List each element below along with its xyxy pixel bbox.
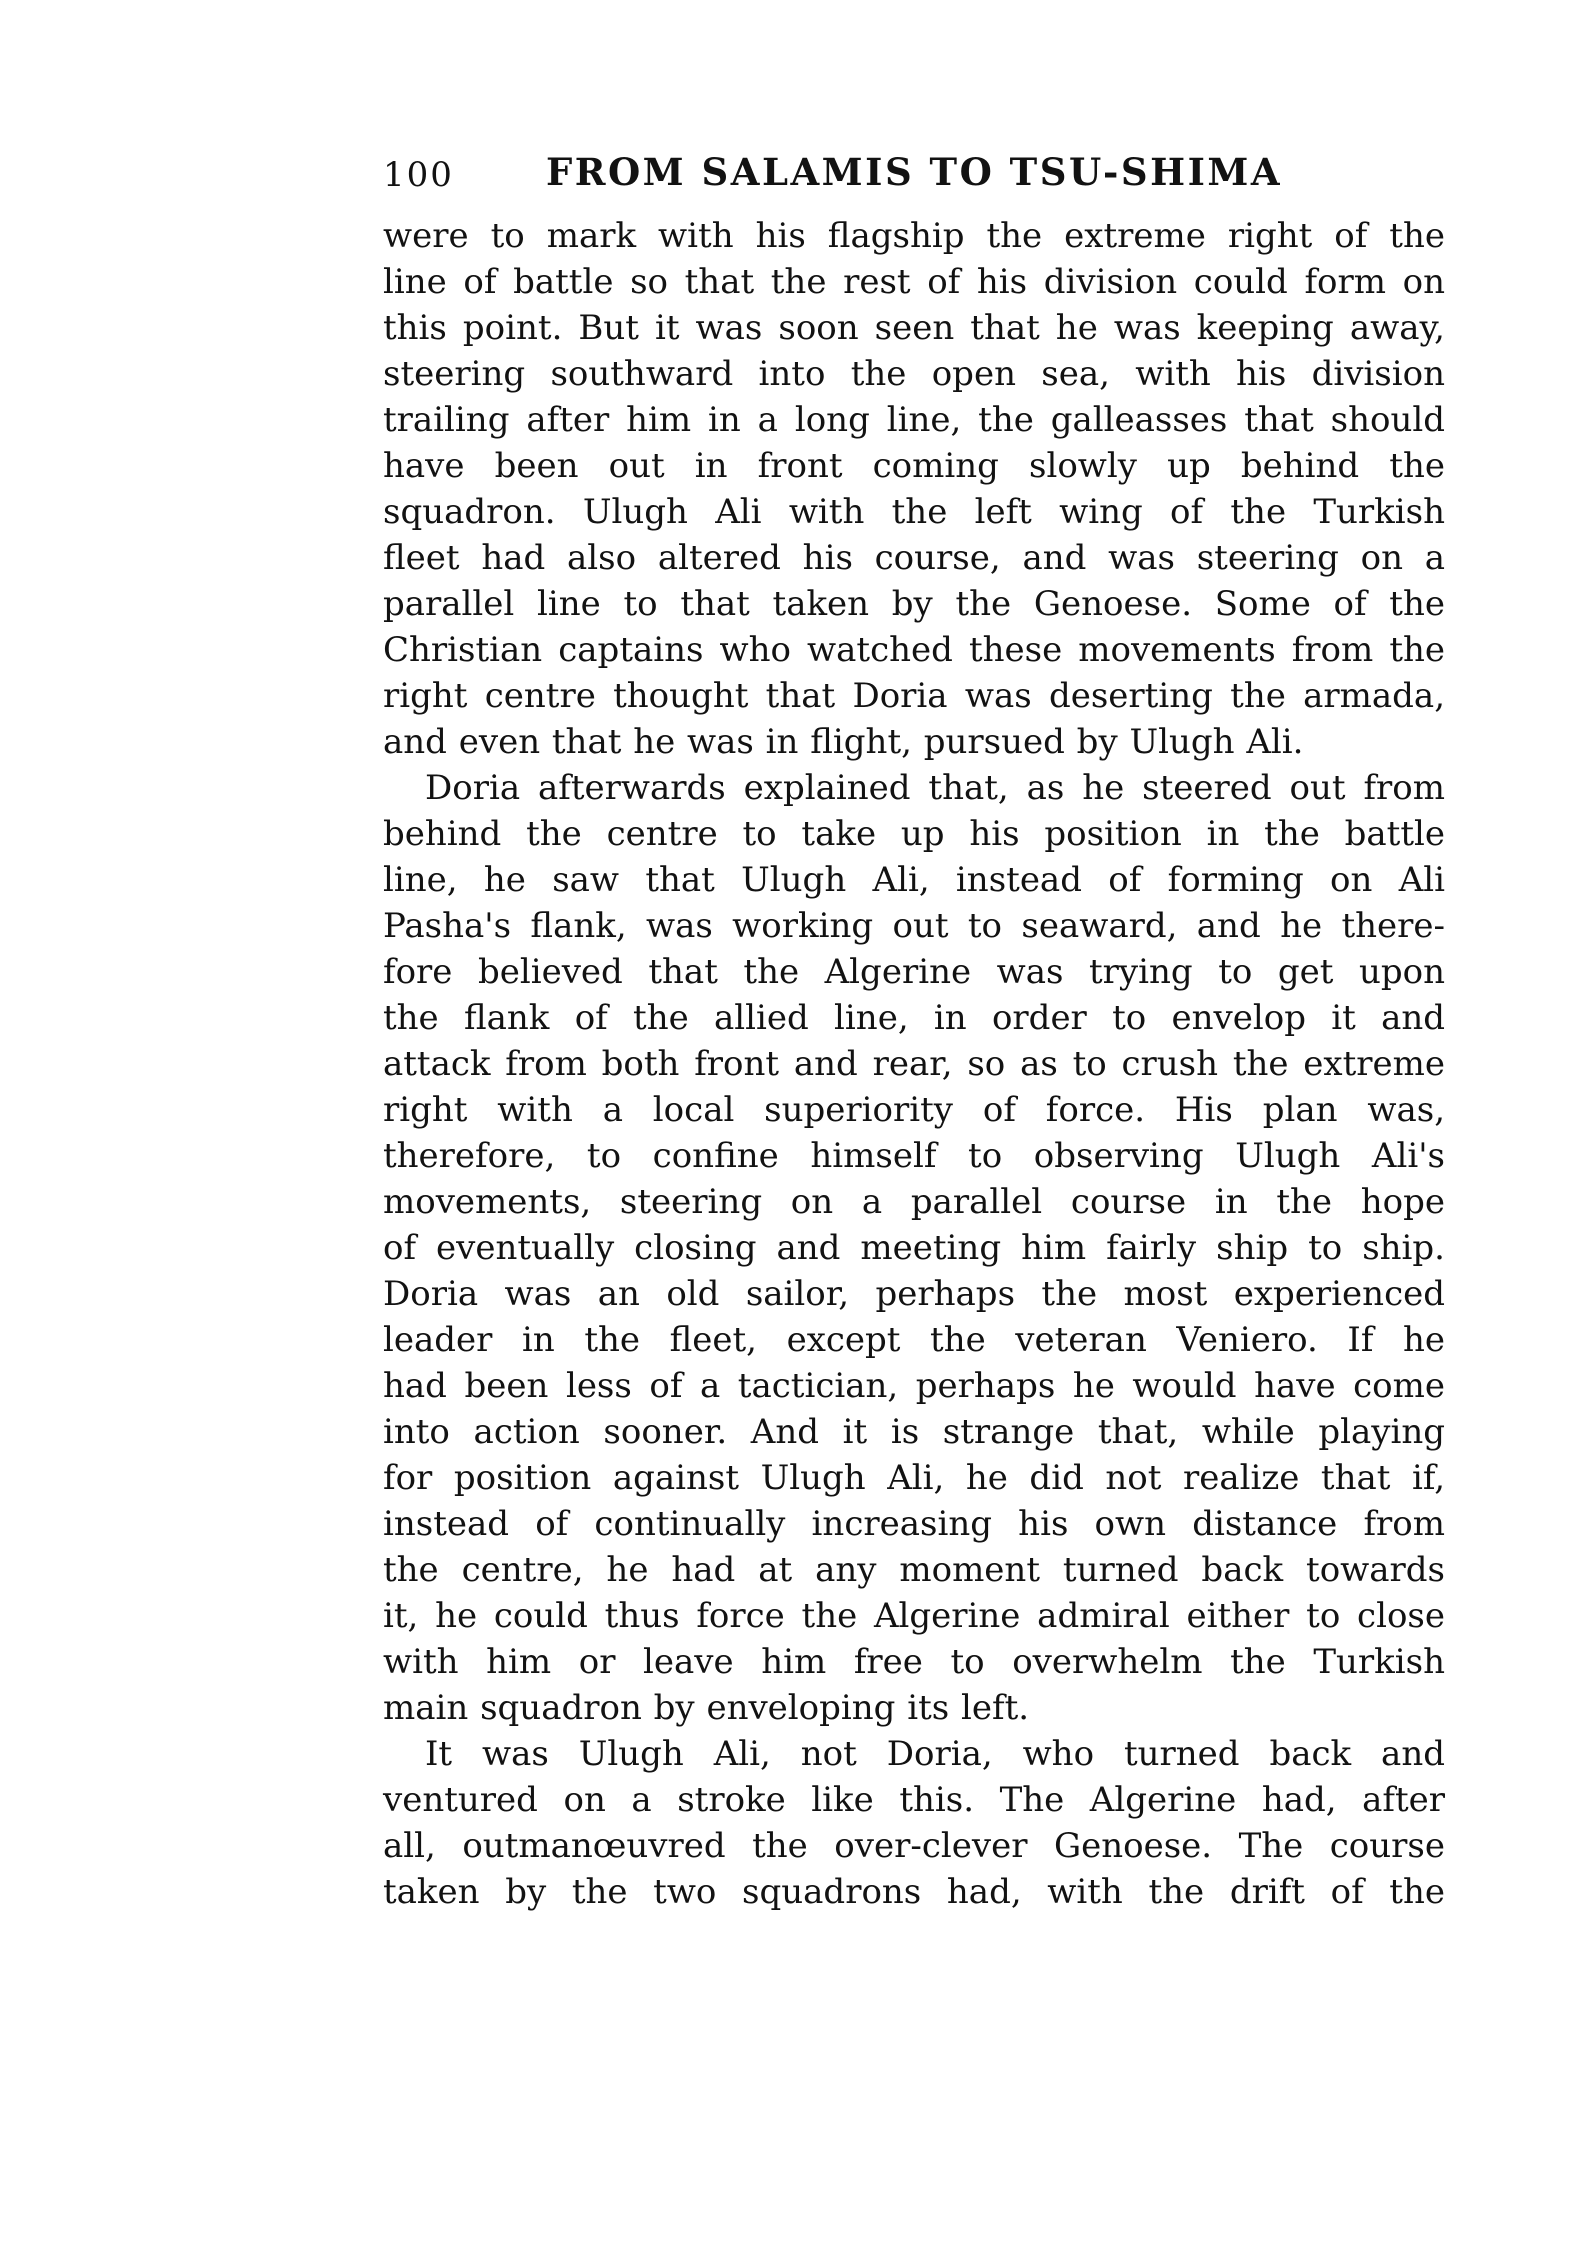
text-line: main squadron by enveloping its left.: [383, 1688, 1030, 1728]
text-line: attack from both front and rear, so as to crush the extreme: [383, 1044, 1445, 1084]
text-line: therefore, to confine himself to observing Ulugh Ali's: [383, 1136, 1445, 1176]
text-line: behind the centre to take up his position in the battle: [383, 814, 1445, 854]
text-line: right centre thought that Doria was deserting the armada,: [383, 676, 1445, 716]
text-line: of eventually closing and meeting him fairly ship to ship.: [383, 1228, 1445, 1268]
text-line: movements, steering on a parallel course in the hope: [383, 1182, 1445, 1222]
text-line: Pasha's flank, was working out to seaward, and he there-: [383, 906, 1445, 946]
text-line: steering southward into the open sea, with his division: [383, 354, 1445, 394]
text-line: Doria afterwards explained that, as he steered out from: [425, 768, 1445, 808]
text-line: were to mark with his flagship the extreme right of the: [383, 216, 1445, 256]
text-line: and even that he was in flight, pursued by Ulugh Ali.: [383, 722, 1304, 762]
text-line: Christian captains who watched these movements from the: [383, 630, 1445, 670]
text-line: all, outmanœuvred the over-clever Genoese. The course: [383, 1826, 1445, 1866]
text-line: line, he saw that Ulugh Ali, instead of forming on Ali: [383, 860, 1445, 900]
running-title: FROM SALAMIS TO TSU-SHIMA: [545, 150, 1283, 194]
text-line: had been less of a tactician, perhaps he would have come: [383, 1366, 1445, 1406]
text-line: It was Ulugh Ali, not Doria, who turned back and: [425, 1734, 1445, 1774]
text-line: ventured on a stroke like this. The Algerine had, after: [383, 1780, 1445, 1820]
text-line: for position against Ulugh Ali, he did not realize that if,: [383, 1458, 1445, 1498]
text-line: it, he could thus force the Algerine admiral either to close: [383, 1596, 1445, 1636]
paragraph: [383, 765, 1445, 1731]
text-line: taken by the two squadrons had, with the drift of the: [383, 1872, 1445, 1912]
text-line: instead of continually increasing his own distance from: [383, 1504, 1445, 1544]
paragraph: [383, 1731, 1445, 1915]
text-line: the centre, he had at any moment turned back towards: [383, 1550, 1445, 1590]
text-line: parallel line to that taken by the Genoese. Some of the: [383, 584, 1445, 624]
text-line: squadron. Ulugh Ali with the left wing of the Turkish: [383, 492, 1445, 532]
text-line: this point. But it was soon seen that he was keeping away,: [383, 308, 1445, 348]
text-line: with him or leave him free to overwhelm the Turkish: [383, 1642, 1445, 1682]
text-line: leader in the fleet, except the veteran Veniero. If he: [383, 1320, 1445, 1360]
text-line: right with a local superiority of force. His plan was,: [383, 1090, 1445, 1130]
text-line: the flank of the allied line, in order to envelop it and: [383, 998, 1445, 1038]
text-block: [383, 213, 1445, 1915]
page-number: 100: [383, 155, 454, 195]
text-line: trailing after him in a long line, the galleasses that should: [383, 400, 1445, 440]
paragraph: [383, 213, 1445, 765]
text-line: fleet had also altered his course, and was steering on a: [383, 538, 1445, 578]
text-line: Doria was an old sailor, perhaps the most experienced: [383, 1274, 1445, 1314]
text-line: line of battle so that the rest of his division could form on: [383, 262, 1445, 302]
running-head: [383, 150, 1445, 196]
text-line: into action sooner. And it is strange that, while playing: [383, 1412, 1445, 1452]
text-line: fore believed that the Algerine was trying to get upon: [383, 952, 1445, 992]
text-line: have been out in front coming slowly up behind the: [383, 446, 1445, 486]
